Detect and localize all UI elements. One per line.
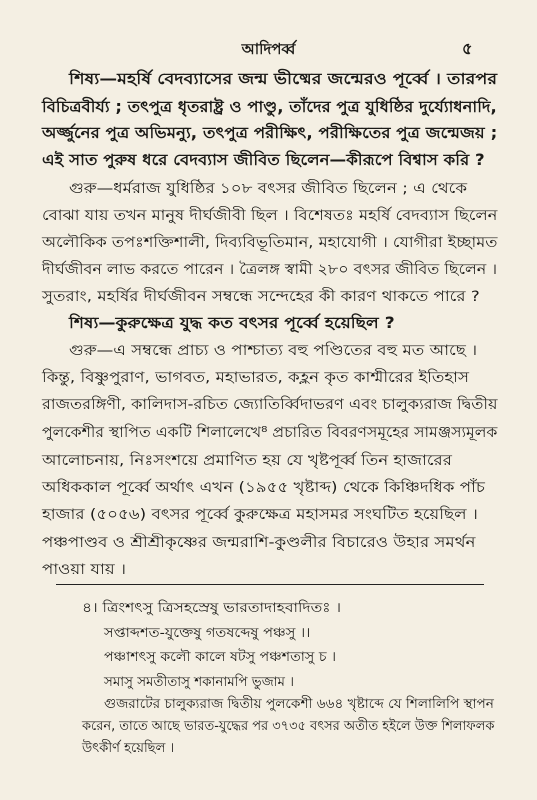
footnote-verse: সপ্তাব্দশত-যুক্তেষু গতষব্দেষু পঞ্চসু ।। [104, 625, 311, 641]
body-line: শিষ্য—কুরুক্ষেত্র যুদ্ধ কত বৎসর পূর্ব্বে হয়েছিল ? [69, 314, 395, 332]
footnote-verse: পঞ্চাশৎসু কলৌ কালে ষটসু পঞ্চশতাসু চ । [104, 649, 337, 665]
body-line: পঞ্চপাণ্ডব ও শ্রীশ্রীকৃষ্ণের জন্মরাশি-কুণ্ডলীর বিচারেও উহার সমর্থন [42, 535, 476, 551]
body-line: অলৌকিক তপঃশক্তিশালী, দিব্যবিভূতিমান, মহাযোগী । যোগীরা ইচ্ছামত [42, 235, 498, 251]
body-line: গুরু—এ সম্বন্ধে প্রাচ্য ও পাশ্চাত্য বহু পণ্ডিতের বহু মত আছে । [69, 343, 478, 359]
body-line: পাওয়া যায় । [42, 562, 126, 578]
running-header-title: আদিপৰ্ব্ব [241, 40, 296, 58]
body-line: বিচিত্রবীর্য্য ; তৎপুত্র ধৃতরাষ্ট্র ও পাণ্ডু, তাঁদের পুত্র যুধিষ্ঠির দুর্য্যোধনাদি, [42, 98, 497, 116]
body-line: কিন্তু, বিষ্ণুপুরাণ, ভাগবত, মহাভারত, কহ্লন কৃত কাশ্মীরের ইতিহাস [42, 370, 470, 386]
body-line: অর্জ্জুনের পুত্র অভিমন্যু, তৎপুত্র পরীক্ষিৎ, পরীক্ষিতের পুত্র জন্মেজয় ; [42, 124, 498, 142]
footnote-divider [56, 584, 484, 585]
page-number: ৫ [462, 39, 473, 58]
body-line: এই সাত পুরুষ ধরে বেদব্যাস জীবিত ছিলেন—কীরূপে বিশ্বাস করি ? [42, 151, 485, 169]
body-line: পুলকেশীর স্থাপিত একটি শিলালেখে⁸ প্রচারিত বিবরণসমূহের সামঞ্জস্যমূলক [42, 425, 498, 441]
footnote-text: উৎকীর্ণ হয়েছিল । [82, 740, 175, 756]
body-line: রাজতরঙ্গিণী, কালিদাস-রচিত জ্যোতির্ব্বিদাভরণ এবং চালুক্যরাজ দ্বিতীয় [42, 397, 498, 413]
body-line: সুতরাং, মহর্ষির দীর্ঘজীবন সম্বন্ধে সন্দেহের কী কারণ থাকতে পারে ? [42, 289, 480, 305]
body-line: আলোচনায়, নিঃসংশয়ে প্রমাণিত হয় যে খৃষ্টপূর্ব্ব তিন হাজারের [42, 453, 452, 469]
body-line: দীর্ঘজীবন লাভ করতে পারেন । ত্রৈলঙ্গ স্বামী ২৮০ বৎসর জীবিত ছিলেন । [42, 262, 498, 278]
body-line: শিষ্য—মহর্ষি বেদব্যাসের জন্ম ভীষ্মের জন্মেরও পূর্ব্বে । তারপর [69, 70, 498, 88]
body-line: অধিককাল পূর্ব্বে অর্থাৎ এখন (১৯৫৫ খৃষ্টাব্দ) থেকে কিঞ্চিদধিক পাঁচ [42, 480, 485, 496]
body-line: গুরু—ধর্মরাজ যুধিষ্ঠির ১০৮ বৎসর জীবিত ছিলেন ; এ থেকে [69, 181, 468, 197]
footnote-text: গুজরাটের চালুক্যরাজ দ্বিতীয় পুলকেশী ৬৬৪ খৃষ্টাব্দে যে শিলালিপি স্থাপন [104, 696, 494, 712]
body-line: বোঝা যায় তখন মানুষ দীর্ঘজীবী ছিল । বিশেষতঃ মহর্ষি বেদব্যাস ছিলেন [42, 208, 498, 224]
footnote-verse: ৪। ত্রিংশৎসু ত্রিসহস্রেষু ভারতাদাহবাদিতঃ । [82, 600, 342, 616]
footnote-verse: সমাসু সমতীতাসু শকানামপি ভুজাম । [104, 674, 294, 690]
footnote-text: করেন, তাতে আছে ভারত-যুদ্ধের পর ৩৭৩৫ বৎসর অতীত হইলে উক্ত শিলাফলক [82, 718, 495, 734]
body-line: হাজার (৫০৫৬) বৎসর পূর্ব্বে কুরুক্ষেত্র মহাসমর সংঘটিত হয়েছিল । [42, 507, 478, 523]
